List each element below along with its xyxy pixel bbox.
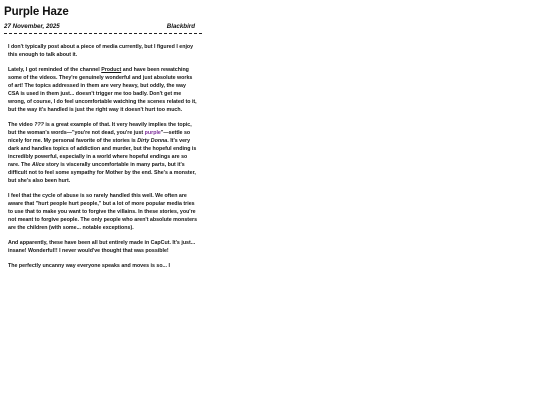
post-meta <box>4 23 202 34</box>
text-span: The video <box>8 122 35 128</box>
post-body <box>4 34 198 270</box>
post-title: Purple Haze <box>4 6 69 18</box>
story-title-alice: Alice <box>31 162 45 168</box>
paragraph-1: I don't typically post about a piece of media currently, but I figured I enjoy this enough to talk about it. <box>8 44 194 58</box>
video-title: ??? <box>34 122 44 128</box>
text-span: story is viscerally uncomfortable in many parts, but it's difficult not to feel some sympathy for Mother by the end. She's a monster, but she's also been hurt. <box>8 162 196 184</box>
story-title-dirty-donna: Dirty Donna <box>137 138 168 144</box>
paragraph-4: I feel that the cycle of abuse is so rarely handled this well. We often are aware that "hurt people hurt people," but a lot of more popular media tries to use that to make you want to forgive the villains. In these stories, you're not meant to forgive people. The only people who aren't absolute monsters are the children (with some... notable exceptions). <box>8 193 198 231</box>
paragraph-6: The perfectly uncanny way everyone speaks and moves is so... I <box>8 263 170 269</box>
paragraph-2 <box>8 66 198 114</box>
purple-word: purple <box>144 130 161 136</box>
text-span: . It's very dark and handles topics of addiction and murder, but the hopeful ending is incredibly powerful, especially in a world where hopeful endings are so rare. The <box>8 138 197 168</box>
post-author: Blackbird <box>166 23 195 30</box>
blog-post <box>4 6 202 277</box>
paragraph-5: And apparently, these have been all but entirely made in CapCut. It's just... insane! Wonderful!! I never would've thought that was possible! <box>8 240 196 254</box>
paragraph-3 <box>8 121 198 185</box>
post-date: 27 November, 2025 <box>4 23 60 30</box>
text-span: Lately, I got reminded of the channel <box>8 67 102 73</box>
text-span: is a great example of that. It very heavily implies the topic, but the woman's words—"you're not dead, you're just <box>8 122 192 136</box>
channel-link-product[interactable]: Product <box>101 67 122 73</box>
text-span: and have been rewatching some of the videos. They're genuinely wonderful and just absolute works of art! The topics addressed in them are very heavy, but oddly, the way CSA is used in them just... doesn't trigger me too badly. Don't get me wrong, of course, I do feel uncomfortable watching the scenes related to it, but the way it's handled is just the right way it doesn't hurt too much. <box>8 67 197 113</box>
text-span: "—settle so nicely for me. My personal favorite of the stories is <box>8 130 191 144</box>
